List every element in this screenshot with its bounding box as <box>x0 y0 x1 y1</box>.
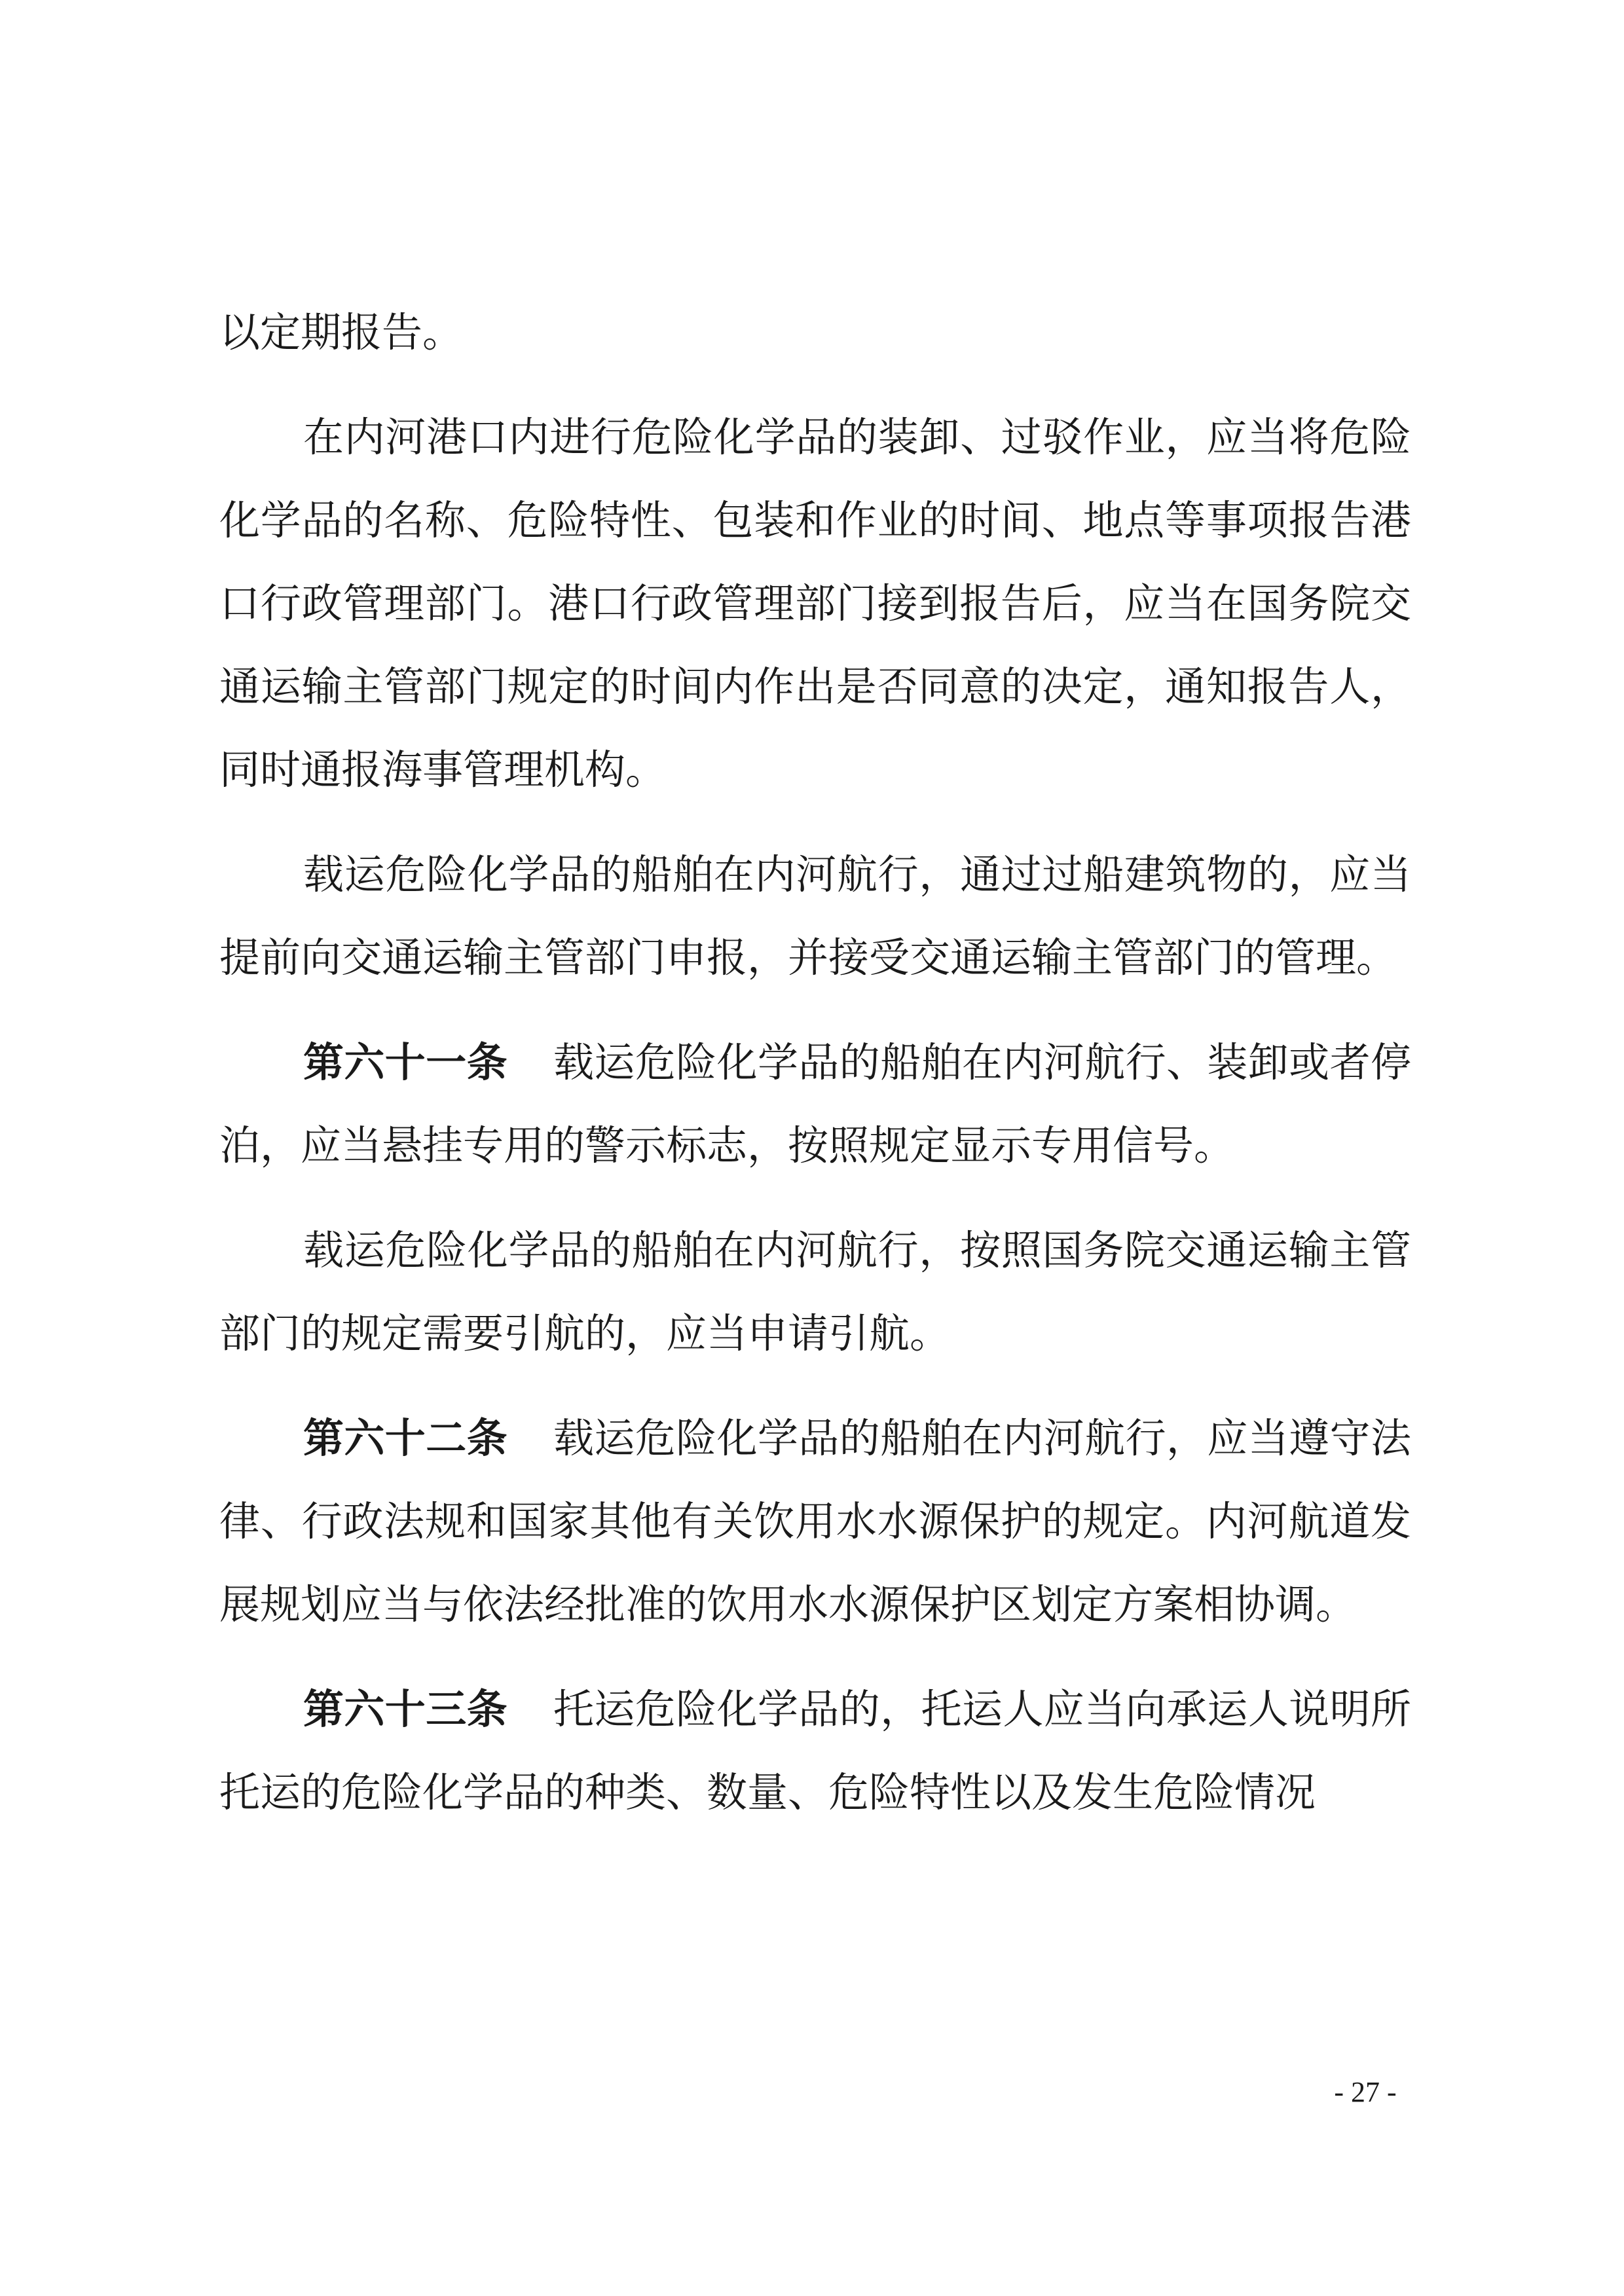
paragraph-3-text: 载运危险化学品的船舶在内河航行，通过过船建筑物的，应当提前向交通运输主管部门申报，并接受交通运输主管部门的管理。 <box>219 850 1411 981</box>
article-63-text: 托运危险化学品的，托运人应当向承运人说明所托运的危险化学品的种类、数量、危险特性以及发生危险情况 <box>219 1685 1411 1816</box>
paragraph-1 <box>219 291 1411 374</box>
article-63 <box>219 1667 1411 1834</box>
paragraph-2-text: 在内河港口内进行危险化学品的装卸、过驳作业，应当将危险化学品的名称、危险特性、包装和作业的时间、地点等事项报告港口行政管理部门。港口行政管理部门接到报告后，应当在国务院交通运输主管部门规定的时间内作出是否同意的决定，通知报告人，同时通报海事管理机构。 <box>219 413 1411 793</box>
page-number: - 27 - <box>1334 2076 1397 2108</box>
paragraph-1-text: 以定期报告。 <box>219 308 464 356</box>
paragraph-2 <box>219 395 1411 811</box>
article-61-number: 第六十一条 <box>303 1038 507 1086</box>
article-63-number: 第六十三条 <box>303 1685 507 1733</box>
article-62 <box>219 1396 1411 1646</box>
paragraph-5-text: 载运危险化学品的船舶在内河航行，按照国务院交通运输主管部门的规定需要引航的，应当申请引航。 <box>219 1226 1411 1357</box>
paragraph-3 <box>219 833 1411 999</box>
article-62-text: 载运危险化学品的船舶在内河航行，应当遵守法律、行政法规和国家其他有关饮用水水源保护的规定。内河航道发展规划应当与依法经批准的饮用水水源保护区划定方案相协调。 <box>219 1414 1411 1628</box>
article-61-text: 载运危险化学品的船舶在内河航行、装卸或者停泊，应当悬挂专用的警示标志，按照规定显示专用信号。 <box>219 1038 1411 1169</box>
article-62-number: 第六十二条 <box>303 1414 507 1462</box>
document-body <box>219 291 1411 1855</box>
article-61 <box>219 1021 1411 1187</box>
paragraph-5 <box>219 1209 1411 1375</box>
